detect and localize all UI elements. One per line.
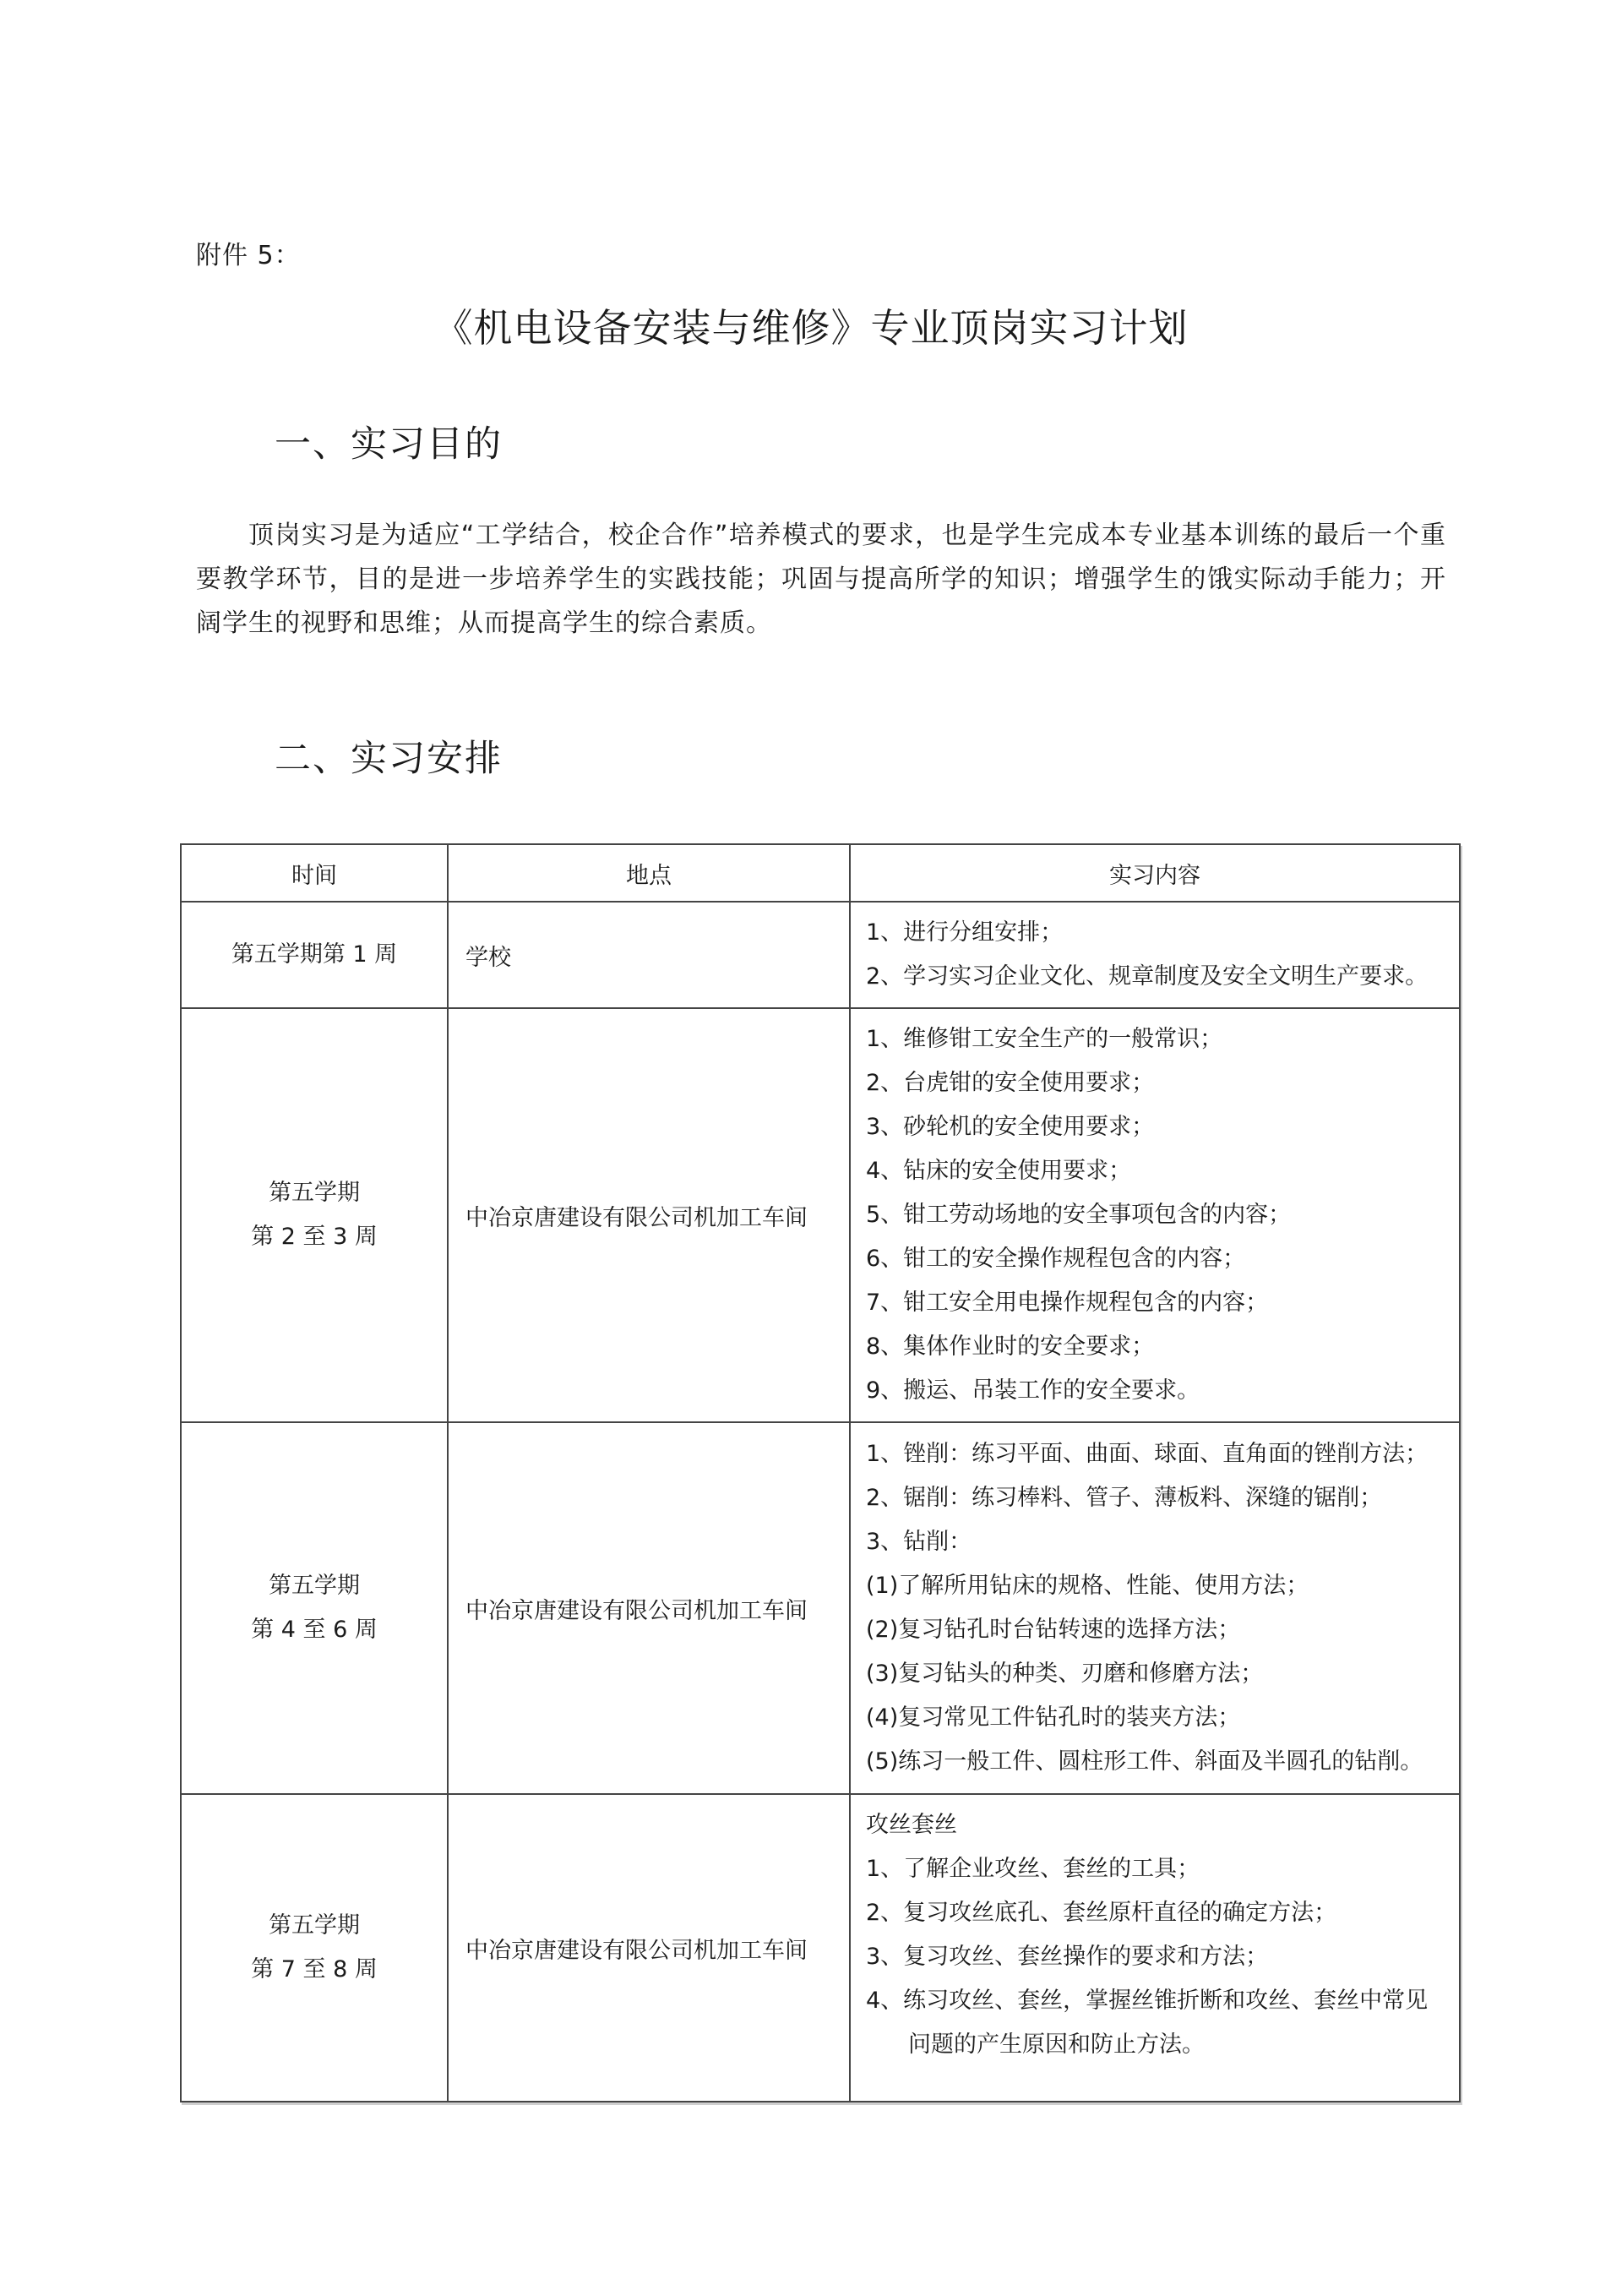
table-header-row: [181, 844, 1460, 902]
time-line: 第五学期第 1 周: [231, 941, 398, 968]
content-item: 9、搬运、吊装工作的安全要求。: [866, 1377, 1200, 1404]
content-cell: [850, 1422, 1460, 1794]
header-time: 时间: [181, 844, 448, 902]
content-item: 4、练习攻丝、套丝，掌握丝锥折断和攻丝、套丝中常见问题的产生原因和防止方法。: [866, 1988, 1429, 2058]
time-line: 第 2 至 3 周: [251, 1224, 378, 1250]
table-row: [181, 1422, 1460, 1794]
place-cell: 中冶京唐建设有限公司机加工车间: [448, 1422, 850, 1794]
time-line: 第 4 至 6 周: [251, 1617, 378, 1643]
content-item: 1、维修钳工安全生产的一般常识；: [866, 1026, 1223, 1052]
table-row: [181, 1794, 1460, 2102]
section-heading-arrangement: 二、实习安排: [275, 738, 503, 780]
header-place: 地点: [448, 844, 850, 902]
content-item: 2、学习实习企业文化、规章制度及安全文明生产要求。: [866, 963, 1429, 990]
content-item: (1)了解所用钻床的规格、性能、使用方法；: [866, 1573, 1309, 1599]
time-line: 第五学期: [269, 1180, 360, 1206]
table-row: [181, 902, 1460, 1008]
place-cell: 中冶京唐建设有限公司机加工车间: [448, 1794, 850, 2102]
content-item: 4、钻床的安全使用要求；: [866, 1158, 1132, 1184]
content-item: (4)复习常见工件钻孔时的装夹方法；: [866, 1704, 1241, 1731]
content-cell: [850, 902, 1460, 1008]
page-title: 《机电设备安装与维修》专业顶岗实习计划: [433, 305, 1189, 351]
section-heading-purpose: 一、实习目的: [275, 423, 503, 466]
content-item: 6、钳工的安全操作规程包含的内容；: [866, 1246, 1246, 1272]
time-cell: [181, 1794, 448, 2102]
internship-schedule-table: [180, 843, 1461, 2102]
content-item: 攻丝套丝: [866, 1812, 957, 1838]
content-item: 8、集体作业时的安全要求；: [866, 1333, 1155, 1360]
content-cell: [850, 1008, 1460, 1422]
content-item: (3)复习钻头的种类、刃磨和修磨方法；: [866, 1661, 1264, 1687]
content-item: 7、钳工安全用电操作规程包含的内容；: [866, 1290, 1269, 1316]
content-item: 2、台虎钳的安全使用要求；: [866, 1070, 1155, 1096]
content-item: 2、复习攻丝底孔、套丝原杆直径的确定方法；: [866, 1900, 1337, 1926]
content-item: 2、锯削：练习棒料、管子、薄板料、深缝的锯削；: [866, 1485, 1383, 1511]
content-item: 1、进行分组安排；: [866, 919, 1064, 946]
place-cell: 学校: [448, 902, 850, 1008]
time-line: 第五学期: [269, 1573, 360, 1599]
place-cell: 中冶京唐建设有限公司机加工车间: [448, 1008, 850, 1422]
content-item: (2)复习钻孔时台钻转速的选择方法；: [866, 1617, 1241, 1643]
purpose-paragraph: 顶岗实习是为适应“工学结合，校企合作”培养模式的要求，也是学生完成本专业基本训练的最后一个重要教学环节，目的是进一步培养学生的实践技能；巩固与提高所学的知识；增强学生的饿实际动手能力；开阔学生的视野和思维；从而提高学生的综合素质。: [196, 521, 1446, 638]
time-cell: [181, 1422, 448, 1794]
content-item: 3、砂轮机的安全使用要求；: [866, 1114, 1155, 1140]
table-row: [181, 1008, 1460, 1422]
time-line: 第 7 至 8 周: [251, 1956, 378, 1982]
content-item: 5、钳工劳动场地的安全事项包含的内容；: [866, 1202, 1292, 1228]
header-content: 实习内容: [850, 844, 1460, 902]
content-item: 3、钻削：: [866, 1529, 972, 1555]
content-item: 1、锉削：练习平面、曲面、球面、直角面的锉削方法；: [866, 1441, 1429, 1467]
content-item: 3、复习攻丝、套丝操作的要求和方法；: [866, 1944, 1269, 1970]
content-item: (5)练习一般工件、圆柱形工件、斜面及半圆孔的钻削。: [866, 1748, 1423, 1775]
time-cell: [181, 902, 448, 1008]
content-item: 1、了解企业攻丝、套丝的工具；: [866, 1856, 1200, 1882]
attachment-label: 附件 5：: [196, 241, 301, 270]
content-cell: [850, 1794, 1460, 2102]
time-cell: [181, 1008, 448, 1422]
time-line: 第五学期: [269, 1912, 360, 1939]
